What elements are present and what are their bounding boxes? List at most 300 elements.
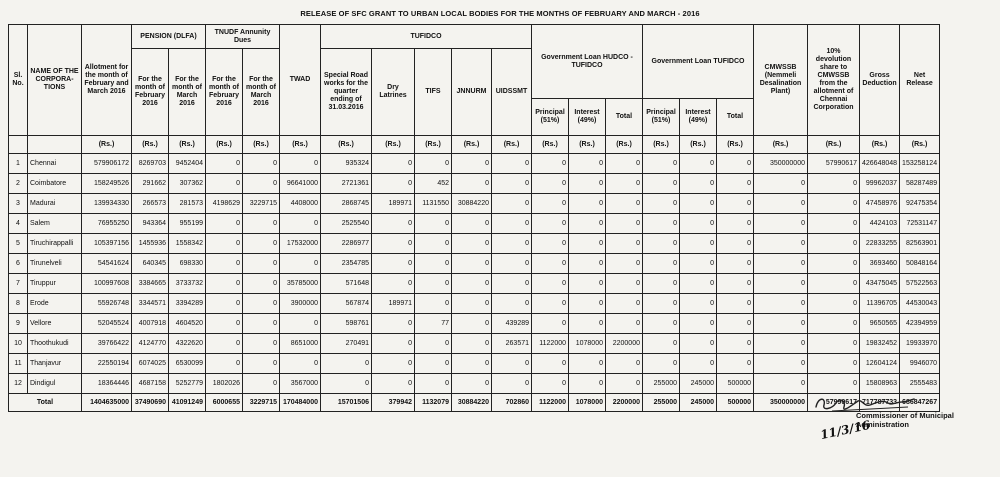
tufidco-total-cell: 0	[717, 194, 754, 214]
tufidco-principal-cell: 0	[643, 194, 680, 214]
col-net: Net Release	[900, 25, 940, 136]
twad-cell: 3567000	[280, 374, 321, 394]
net-cell: 2555483	[900, 374, 940, 394]
total-jnnurm: 30884220	[452, 394, 492, 412]
unit-cell: (Rs.)	[532, 136, 569, 154]
release-table	[8, 24, 940, 412]
hudco-principal-cell: 0	[532, 274, 569, 294]
hudco-interest-cell: 0	[569, 294, 606, 314]
net-cell: 57522563	[900, 274, 940, 294]
unit-cell: (Rs.)	[132, 136, 169, 154]
col-tnudf: TNUDF Annunity Dues	[206, 25, 280, 49]
tnudf-feb-cell: 1802026	[206, 374, 243, 394]
twad-cell: 3900000	[280, 294, 321, 314]
name-cell: Dindigul	[28, 374, 82, 394]
cmwssb-cell: 0	[754, 254, 808, 274]
tnudf-mar-cell: 0	[243, 354, 280, 374]
hudco-principal-cell: 0	[532, 374, 569, 394]
hudco-principal-cell: 0	[532, 314, 569, 334]
devolution-cell: 0	[808, 314, 860, 334]
total-label: Total	[9, 394, 82, 412]
tufidco-total-cell: 0	[717, 274, 754, 294]
jnnurm-cell: 0	[452, 314, 492, 334]
hudco-interest-cell: 0	[569, 154, 606, 174]
tufidco-interest-cell: 0	[680, 154, 717, 174]
tufidco-interest-cell: 0	[680, 354, 717, 374]
tifs-cell: 0	[415, 374, 452, 394]
jnnurm-cell: 0	[452, 254, 492, 274]
name-cell: Tiruchirappalli	[28, 234, 82, 254]
tufidco-total-cell: 0	[717, 294, 754, 314]
pension-feb-cell: 640345	[132, 254, 169, 274]
tnudf-mar-cell: 0	[243, 374, 280, 394]
pension-mar-cell: 5252779	[169, 374, 206, 394]
cmwssb-cell: 0	[754, 194, 808, 214]
sl-cell: 11	[9, 354, 28, 374]
hudco-total-cell: 0	[606, 174, 643, 194]
unit-cell: (Rs.)	[754, 136, 808, 154]
tnudf-feb-cell: 0	[206, 274, 243, 294]
unit-cell: (Rs.)	[717, 136, 754, 154]
dry-latrines-cell: 0	[372, 154, 415, 174]
tufidco-principal-cell: 0	[643, 174, 680, 194]
total-pension-feb: 37490690	[132, 394, 169, 412]
tnudf-mar-cell: 0	[243, 314, 280, 334]
uidssmt-cell: 0	[492, 294, 532, 314]
col-gross: Gross Deduction	[860, 25, 900, 136]
col-name: NAME OF THE CORPORA-TIONS	[28, 25, 82, 136]
cmwssb-cell: 0	[754, 214, 808, 234]
name-cell: Vellore	[28, 314, 82, 334]
name-cell: Tirunelveli	[28, 254, 82, 274]
hudco-total-cell: 2200000	[606, 334, 643, 354]
tnudf-feb-cell: 0	[206, 314, 243, 334]
hudco-interest-cell: 0	[569, 354, 606, 374]
tnudf-mar-cell: 0	[243, 154, 280, 174]
hudco-principal-cell: 0	[532, 214, 569, 234]
total-devolution: 57990617	[808, 394, 860, 412]
gross-cell: 3693460	[860, 254, 900, 274]
net-cell: 153258124	[900, 154, 940, 174]
devolution-cell: 0	[808, 174, 860, 194]
jnnurm-cell: 0	[452, 354, 492, 374]
total-tufidco-principal: 255000	[643, 394, 680, 412]
hudco-interest-cell: 1078000	[569, 334, 606, 354]
col-pension: PENSION (DLFA)	[132, 25, 206, 49]
document-title: RELEASE OF SFC GRANT TO URBAN LOCAL BODIES FOR THE MONTHS OF FEBRUARY AND MARCH - 2016	[300, 9, 700, 18]
cmwssb-cell: 0	[754, 374, 808, 394]
special-road-cell: 2868745	[321, 194, 372, 214]
hudco-interest-cell: 0	[569, 174, 606, 194]
net-cell: 19933970	[900, 334, 940, 354]
col-gl-hudco: Government Loan HUDCO - TUFIDCO	[532, 25, 643, 99]
tufidco-interest-cell: 0	[680, 334, 717, 354]
devolution-cell: 0	[808, 334, 860, 354]
net-cell: 42394959	[900, 314, 940, 334]
special-road-cell: 2286977	[321, 234, 372, 254]
unit-cell: (Rs.)	[169, 136, 206, 154]
twad-cell: 96641000	[280, 174, 321, 194]
net-cell: 82563901	[900, 234, 940, 254]
table-row	[9, 314, 940, 334]
pension-mar-cell: 9452404	[169, 154, 206, 174]
pension-mar-cell: 281573	[169, 194, 206, 214]
tufidco-interest-cell: 0	[680, 314, 717, 334]
uidssmt-cell: 0	[492, 234, 532, 254]
pension-feb-cell: 4007918	[132, 314, 169, 334]
table-row	[9, 234, 940, 254]
col-devolution: 10% devolution share to CMWSSB from the allotment of Chennai Corporation	[808, 25, 860, 136]
pension-feb-cell: 266573	[132, 194, 169, 214]
dry-latrines-cell: 0	[372, 174, 415, 194]
col-hudco-principal: Principal (51%)	[532, 99, 569, 136]
unit-cell: (Rs.)	[206, 136, 243, 154]
tufidco-principal-cell: 0	[643, 274, 680, 294]
sl-cell: 1	[9, 154, 28, 174]
twad-cell: 0	[280, 354, 321, 374]
col-allotment: Allotment for the month of February and March 2016	[82, 25, 132, 136]
pension-mar-cell: 698330	[169, 254, 206, 274]
twad-cell: 0	[280, 314, 321, 334]
hudco-interest-cell: 0	[569, 194, 606, 214]
gross-cell: 22833255	[860, 234, 900, 254]
dry-latrines-cell: 0	[372, 234, 415, 254]
twad-cell: 35785000	[280, 274, 321, 294]
signature-date: 11/3/16	[819, 417, 872, 443]
name-cell: Thoothukudi	[28, 334, 82, 354]
special-road-cell: 935324	[321, 154, 372, 174]
sl-cell: 3	[9, 194, 28, 214]
hudco-interest-cell: 0	[569, 254, 606, 274]
tifs-cell: 0	[415, 274, 452, 294]
hudco-principal-cell: 0	[532, 234, 569, 254]
total-uidssmt: 702860	[492, 394, 532, 412]
total-special-road: 15701506	[321, 394, 372, 412]
devolution-cell: 57990617	[808, 154, 860, 174]
net-cell: 92475354	[900, 194, 940, 214]
col-cmwssb: CMWSSB (Nemmeli Desalination Plant)	[754, 25, 808, 136]
tifs-cell: 0	[415, 214, 452, 234]
dry-latrines-cell: 189971	[372, 294, 415, 314]
unit-cell	[28, 136, 82, 154]
table-row	[9, 374, 940, 394]
hudco-principal-cell: 0	[532, 254, 569, 274]
special-road-cell: 2525540	[321, 214, 372, 234]
col-tufidco-total: Total	[717, 99, 754, 136]
devolution-cell: 0	[808, 194, 860, 214]
twad-cell: 0	[280, 154, 321, 174]
tnudf-mar-cell: 0	[243, 274, 280, 294]
col-tufidco: TUFIDCO	[321, 25, 532, 49]
total-hudco-interest: 1078000	[569, 394, 606, 412]
table-row	[9, 214, 940, 234]
hudco-interest-cell: 0	[569, 214, 606, 234]
tufidco-interest-cell: 0	[680, 234, 717, 254]
tifs-cell: 77	[415, 314, 452, 334]
tifs-cell: 1131550	[415, 194, 452, 214]
pension-mar-cell: 6530099	[169, 354, 206, 374]
col-tifs: TIFS	[415, 49, 452, 136]
uidssmt-cell: 0	[492, 354, 532, 374]
uidssmt-cell: 0	[492, 374, 532, 394]
units-row	[9, 136, 940, 154]
tnudf-feb-cell: 4198629	[206, 194, 243, 214]
allotment-cell: 54541624	[82, 254, 132, 274]
unit-cell	[9, 136, 28, 154]
allotment-cell: 18364446	[82, 374, 132, 394]
tufidco-interest-cell: 0	[680, 274, 717, 294]
pension-feb-cell: 3384665	[132, 274, 169, 294]
twad-cell: 0	[280, 214, 321, 234]
unit-cell: (Rs.)	[860, 136, 900, 154]
hudco-interest-cell: 0	[569, 234, 606, 254]
total-tufidco-total: 500000	[717, 394, 754, 412]
net-cell: 72531147	[900, 214, 940, 234]
pension-feb-cell: 8269703	[132, 154, 169, 174]
cmwssb-cell: 0	[754, 354, 808, 374]
tnudf-mar-cell: 3229715	[243, 194, 280, 214]
tufidco-principal-cell: 0	[643, 294, 680, 314]
sl-cell: 5	[9, 234, 28, 254]
tufidco-principal-cell: 255000	[643, 374, 680, 394]
gross-cell: 15808963	[860, 374, 900, 394]
jnnurm-cell: 0	[452, 174, 492, 194]
gross-cell: 43475045	[860, 274, 900, 294]
col-pension-feb: For the month of February 2016	[132, 49, 169, 136]
dry-latrines-cell: 0	[372, 334, 415, 354]
hudco-principal-cell: 0	[532, 154, 569, 174]
uidssmt-cell: 0	[492, 214, 532, 234]
total-gross: 717787733	[860, 394, 900, 412]
unit-cell: (Rs.)	[280, 136, 321, 154]
unit-cell: (Rs.)	[606, 136, 643, 154]
tufidco-interest-cell: 245000	[680, 374, 717, 394]
unit-cell: (Rs.)	[372, 136, 415, 154]
jnnurm-cell: 30884220	[452, 194, 492, 214]
tnudf-feb-cell: 0	[206, 234, 243, 254]
hudco-principal-cell: 1122000	[532, 334, 569, 354]
tufidco-interest-cell: 0	[680, 174, 717, 194]
tufidco-total-cell: 0	[717, 314, 754, 334]
unit-cell: (Rs.)	[492, 136, 532, 154]
tufidco-total-cell: 0	[717, 234, 754, 254]
special-road-cell: 2721361	[321, 174, 372, 194]
special-road-cell: 270491	[321, 334, 372, 354]
col-uidssmt: UIDSSMT	[492, 49, 532, 136]
tnudf-mar-cell: 0	[243, 294, 280, 314]
total-twad: 170484000	[280, 394, 321, 412]
tufidco-total-cell: 0	[717, 174, 754, 194]
tufidco-interest-cell: 0	[680, 254, 717, 274]
pension-feb-cell: 4124770	[132, 334, 169, 354]
sl-cell: 10	[9, 334, 28, 354]
tifs-cell: 0	[415, 234, 452, 254]
hudco-interest-cell: 0	[569, 314, 606, 334]
net-cell: 50848164	[900, 254, 940, 274]
uidssmt-cell: 0	[492, 274, 532, 294]
table-row	[9, 334, 940, 354]
hudco-total-cell: 0	[606, 314, 643, 334]
hudco-principal-cell: 0	[532, 174, 569, 194]
pension-mar-cell: 3394289	[169, 294, 206, 314]
uidssmt-cell: 0	[492, 154, 532, 174]
tufidco-total-cell: 0	[717, 154, 754, 174]
col-twad: TWAD	[280, 25, 321, 136]
col-hudco-total: Total	[606, 99, 643, 136]
tufidco-interest-cell: 0	[680, 194, 717, 214]
tufidco-principal-cell: 0	[643, 234, 680, 254]
dry-latrines-cell: 0	[372, 274, 415, 294]
allotment-cell: 139934330	[82, 194, 132, 214]
tnudf-feb-cell: 0	[206, 174, 243, 194]
gross-cell: 426648048	[860, 154, 900, 174]
allotment-cell: 22550194	[82, 354, 132, 374]
allotment-cell: 105397156	[82, 234, 132, 254]
col-tufidco-interest: Interest (49%)	[680, 99, 717, 136]
devolution-cell: 0	[808, 214, 860, 234]
dry-latrines-cell: 0	[372, 254, 415, 274]
pension-mar-cell: 955199	[169, 214, 206, 234]
net-cell: 44530043	[900, 294, 940, 314]
tnudf-feb-cell: 0	[206, 254, 243, 274]
tnudf-mar-cell: 0	[243, 214, 280, 234]
unit-cell: (Rs.)	[452, 136, 492, 154]
name-cell: Thanjavur	[28, 354, 82, 374]
cmwssb-cell: 0	[754, 334, 808, 354]
unit-cell: (Rs.)	[243, 136, 280, 154]
dry-latrines-cell: 0	[372, 374, 415, 394]
tifs-cell: 0	[415, 154, 452, 174]
hudco-total-cell: 0	[606, 194, 643, 214]
tifs-cell: 0	[415, 354, 452, 374]
unit-cell: (Rs.)	[82, 136, 132, 154]
unit-cell: (Rs.)	[321, 136, 372, 154]
pension-feb-cell: 6074025	[132, 354, 169, 374]
tnudf-mar-cell: 0	[243, 334, 280, 354]
tufidco-interest-cell: 0	[680, 294, 717, 314]
tnudf-feb-cell: 0	[206, 214, 243, 234]
cmwssb-cell: 0	[754, 294, 808, 314]
tufidco-interest-cell: 0	[680, 214, 717, 234]
unit-cell: (Rs.)	[900, 136, 940, 154]
uidssmt-cell: 0	[492, 254, 532, 274]
gross-cell: 12604124	[860, 354, 900, 374]
sl-cell: 12	[9, 374, 28, 394]
pension-mar-cell: 307362	[169, 174, 206, 194]
pension-mar-cell: 3733732	[169, 274, 206, 294]
total-net: 686847267	[900, 394, 940, 412]
sl-cell: 4	[9, 214, 28, 234]
pension-mar-cell: 4322620	[169, 334, 206, 354]
uidssmt-cell: 0	[492, 174, 532, 194]
tnudf-feb-cell: 0	[206, 154, 243, 174]
table-row	[9, 154, 940, 174]
cmwssb-cell: 0	[754, 174, 808, 194]
unit-cell: (Rs.)	[680, 136, 717, 154]
allotment-cell: 579906172	[82, 154, 132, 174]
tufidco-principal-cell: 0	[643, 254, 680, 274]
twad-cell: 8651000	[280, 334, 321, 354]
gross-cell: 4424103	[860, 214, 900, 234]
dry-latrines-cell: 189971	[372, 194, 415, 214]
uidssmt-cell: 263571	[492, 334, 532, 354]
allotment-cell: 55926748	[82, 294, 132, 314]
table-row	[9, 174, 940, 194]
tufidco-principal-cell: 0	[643, 214, 680, 234]
col-tufidco-principal: Principal (51%)	[643, 99, 680, 136]
gross-cell: 9650565	[860, 314, 900, 334]
hudco-principal-cell: 0	[532, 294, 569, 314]
jnnurm-cell: 0	[452, 154, 492, 174]
hudco-interest-cell: 0	[569, 274, 606, 294]
twad-cell: 4408000	[280, 194, 321, 214]
pension-mar-cell: 4604520	[169, 314, 206, 334]
allotment-cell: 76955250	[82, 214, 132, 234]
name-cell: Coimbatore	[28, 174, 82, 194]
special-road-cell: 0	[321, 354, 372, 374]
total-dry-latrines: 379942	[372, 394, 415, 412]
hudco-total-cell: 0	[606, 374, 643, 394]
name-cell: Madurai	[28, 194, 82, 214]
jnnurm-cell: 0	[452, 294, 492, 314]
table-row	[9, 294, 940, 314]
dry-latrines-cell: 0	[372, 354, 415, 374]
pension-feb-cell: 291662	[132, 174, 169, 194]
jnnurm-cell: 0	[452, 214, 492, 234]
gross-cell: 47458976	[860, 194, 900, 214]
devolution-cell: 0	[808, 354, 860, 374]
pension-feb-cell: 943364	[132, 214, 169, 234]
tufidco-total-cell: 0	[717, 334, 754, 354]
unit-cell: (Rs.)	[569, 136, 606, 154]
name-cell: Chennai	[28, 154, 82, 174]
col-gl-tufidco: Government Loan TUFIDCO	[643, 25, 754, 99]
twad-cell: 0	[280, 254, 321, 274]
total-hudco-total: 2200000	[606, 394, 643, 412]
allotment-cell: 100997608	[82, 274, 132, 294]
gross-cell: 11396705	[860, 294, 900, 314]
hudco-interest-cell: 0	[569, 374, 606, 394]
tnudf-feb-cell: 0	[206, 294, 243, 314]
col-hudco-interest: Interest (49%)	[569, 99, 606, 136]
name-cell: Tiruppur	[28, 274, 82, 294]
tifs-cell: 0	[415, 254, 452, 274]
uidssmt-cell: 439289	[492, 314, 532, 334]
special-road-cell: 2354785	[321, 254, 372, 274]
hudco-total-cell: 0	[606, 294, 643, 314]
jnnurm-cell: 0	[452, 234, 492, 254]
jnnurm-cell: 0	[452, 334, 492, 354]
gross-cell: 19832452	[860, 334, 900, 354]
tnudf-mar-cell: 0	[243, 234, 280, 254]
tifs-cell: 0	[415, 334, 452, 354]
tufidco-total-cell: 0	[717, 214, 754, 234]
hudco-total-cell: 0	[606, 254, 643, 274]
special-road-cell: 0	[321, 374, 372, 394]
cmwssb-cell: 0	[754, 234, 808, 254]
twad-cell: 17532000	[280, 234, 321, 254]
jnnurm-cell: 0	[452, 374, 492, 394]
tnudf-mar-cell: 0	[243, 174, 280, 194]
gross-cell: 99962037	[860, 174, 900, 194]
pension-mar-cell: 1558342	[169, 234, 206, 254]
total-pension-mar: 41091249	[169, 394, 206, 412]
allotment-cell: 158249526	[82, 174, 132, 194]
devolution-cell: 0	[808, 234, 860, 254]
tnudf-mar-cell: 0	[243, 254, 280, 274]
total-tifs: 1132079	[415, 394, 452, 412]
total-allotment: 1404635000	[82, 394, 132, 412]
